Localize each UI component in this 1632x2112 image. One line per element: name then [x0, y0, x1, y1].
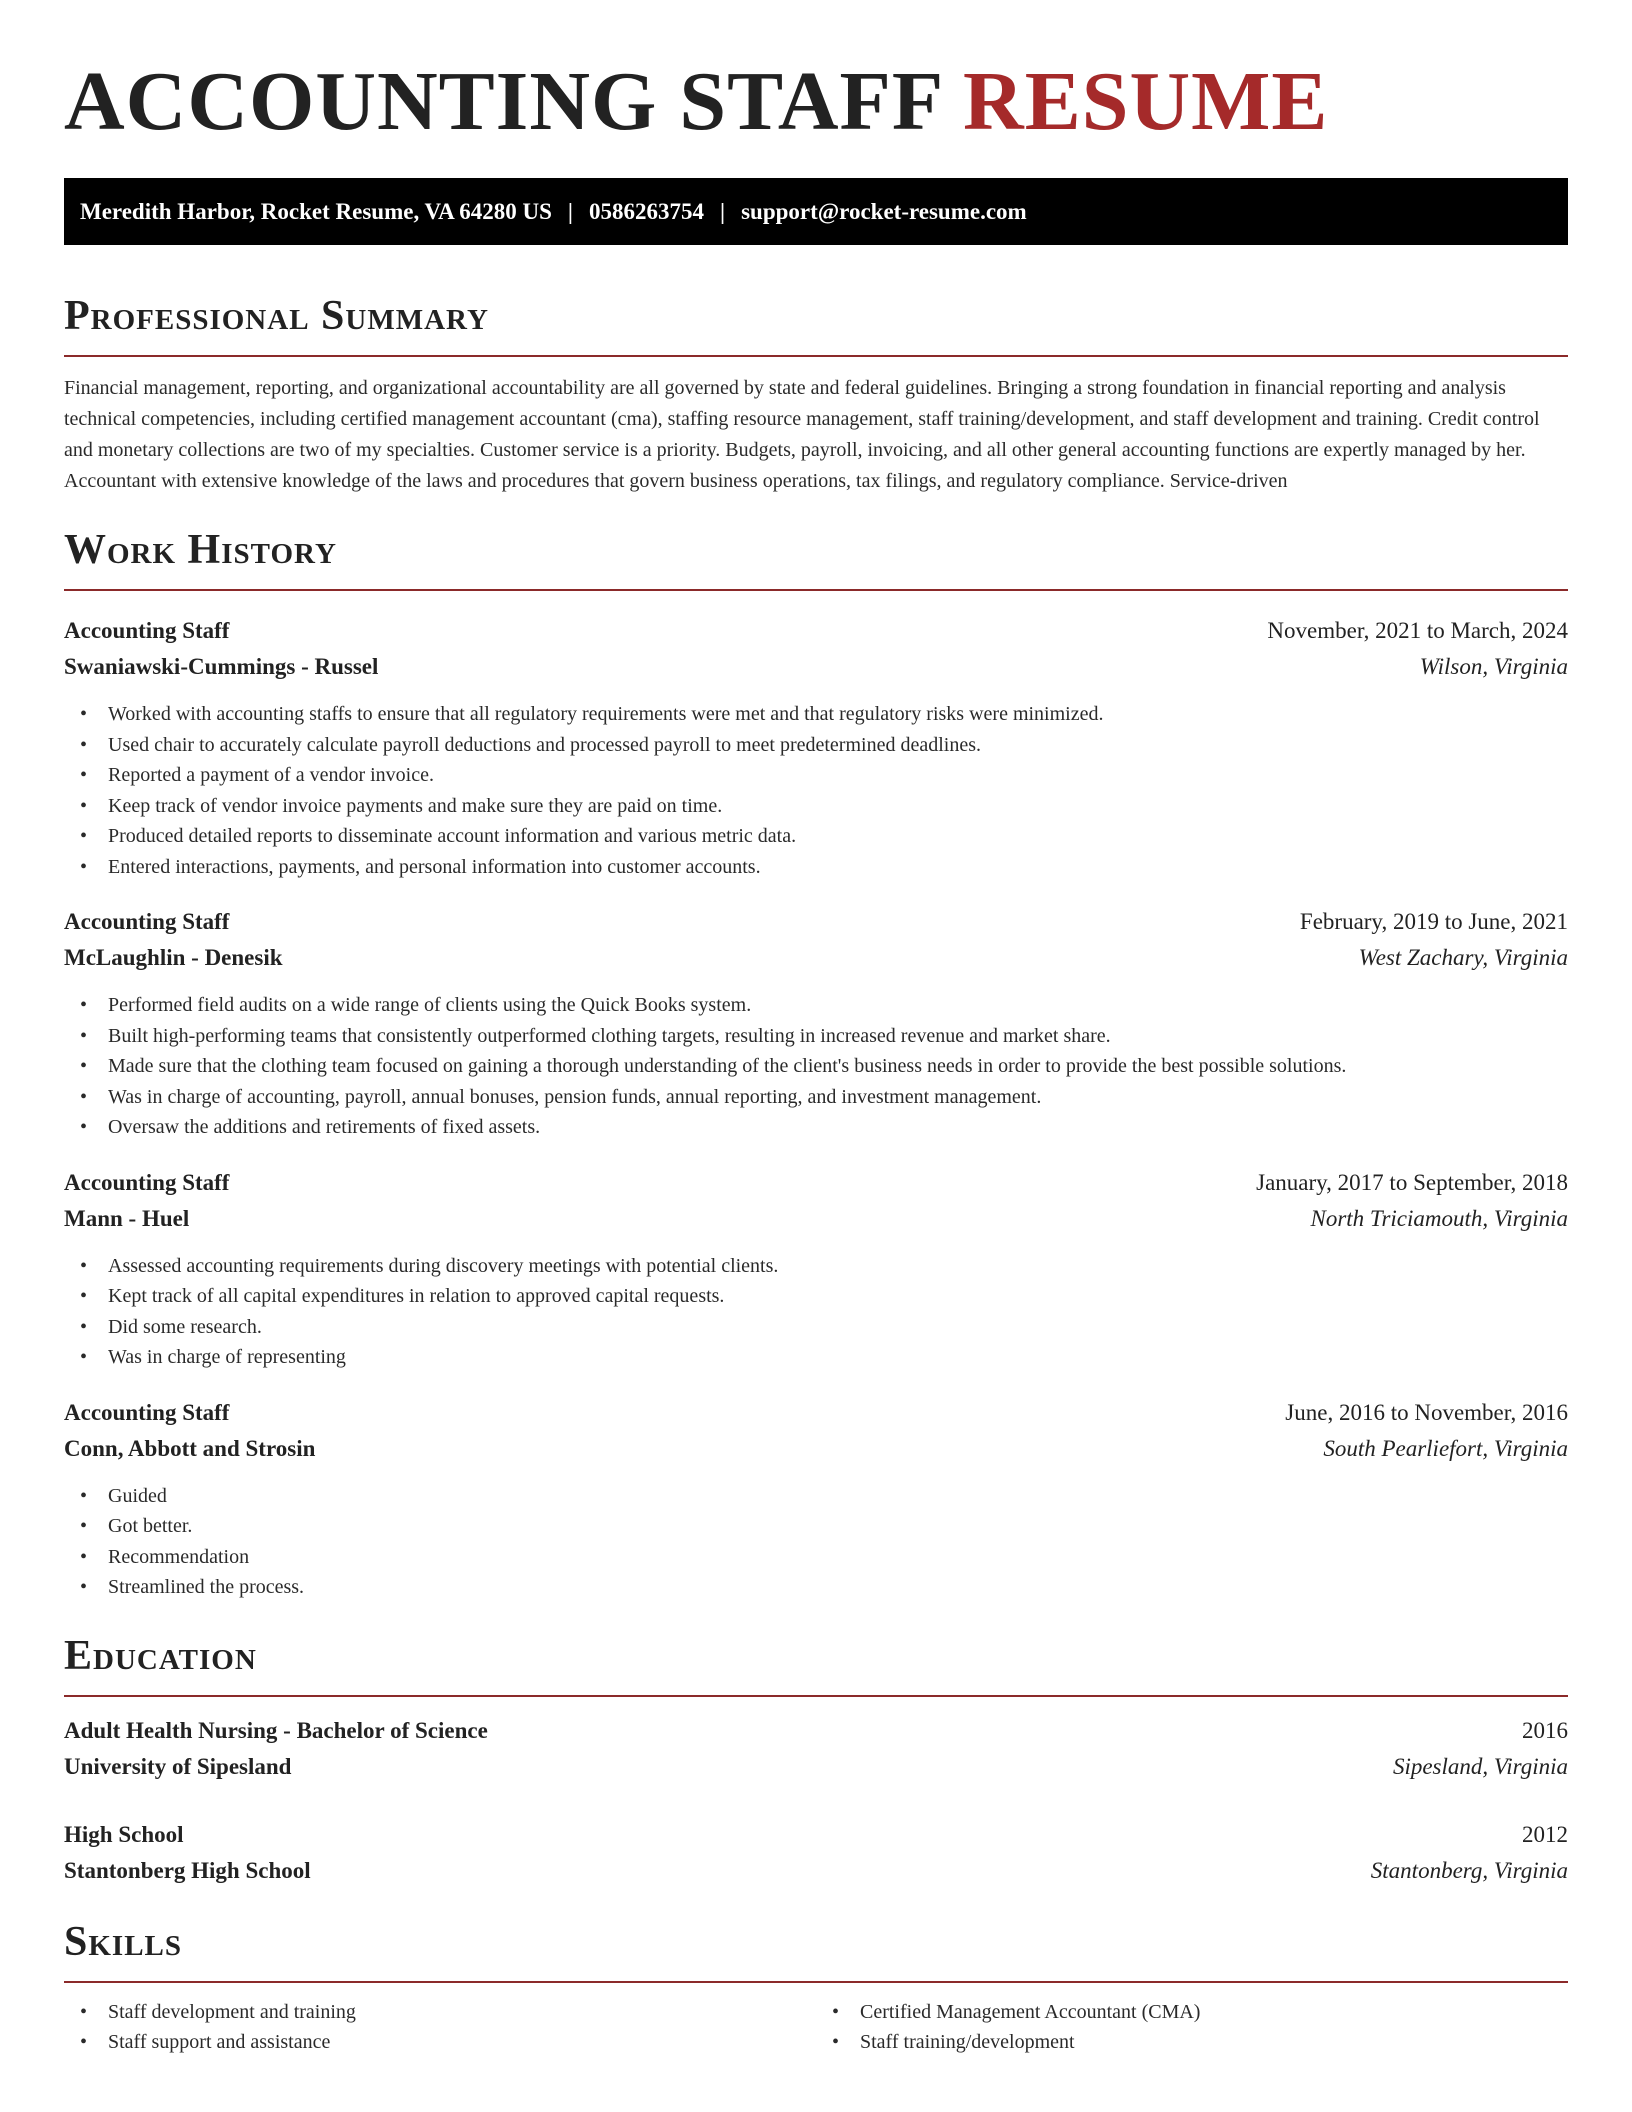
- education-degree-row: [64, 1713, 1568, 1749]
- job-bullet: • Guided: [78, 1481, 1568, 1512]
- education-location: Sipesland, Virginia: [1392, 1753, 1568, 1779]
- skills-heading: Skills: [64, 1918, 183, 1965]
- job-bullet: • Assessed accounting requirements during discovery meetings with potential clients.: [78, 1251, 1568, 1282]
- education-degree-row: [64, 1817, 1568, 1853]
- job-bullet: • Streamlined the process.: [78, 1572, 1568, 1603]
- job-bullet: • Was in charge of representing: [78, 1342, 1568, 1373]
- education-school: Stantonberg High School: [64, 1857, 311, 1883]
- education-entry: [64, 1713, 1568, 1785]
- job-bullet: • Worked with accounting staffs to ensure that all regulatory requirements were met and that regulatory risks were minimized.: [78, 699, 1568, 730]
- job-title: Accounting Staff: [64, 1399, 230, 1425]
- job-company: Mann - Huel: [64, 1205, 190, 1231]
- job-bullet: • Keep track of vendor invoice payments and make sure they are paid on time.: [78, 791, 1568, 822]
- contact-email: support@rocket-resume.com: [741, 198, 1027, 224]
- skills-list: [64, 1997, 816, 2058]
- section-divider: [64, 589, 1568, 591]
- summary-text: Financial management, reporting, and organizational accountability are all governed by state and federal guidelines. Bringing a strong foundation in financial reporting and analysis technical competencies, including certified management accountant (cma), staffing resource management, staff training/development, and staff development and training. Credit control and monetary collections are two of my specialties. Customer service is a priority. Budgets, payroll, invoicing, and all other general accounting functions are expertly managed by her. Accountant with extensive knowledge of the laws and procedures that govern business operations, tax filings, and regulatory compliance. Service-driven: [64, 377, 1540, 492]
- job-location: Wilson, Virginia: [1419, 654, 1568, 679]
- job-bullet: • Performed field audits on a wide range of clients using the Quick Books system.: [78, 990, 1568, 1021]
- job-title: Accounting Staff: [64, 618, 230, 643]
- education-school-row: [64, 1853, 1568, 1889]
- contact-separator: |: [567, 198, 573, 224]
- job-bullet: • Reported a payment of a vendor invoice.: [78, 760, 1568, 791]
- job-header-row: [64, 904, 1568, 940]
- job-location: West Zachary, Virginia: [1358, 945, 1568, 970]
- job-entry: [64, 904, 1568, 1143]
- skill-item: • Staff support and assistance: [78, 2027, 816, 2058]
- job-title: Accounting Staff: [64, 909, 230, 934]
- skills-column-left: [64, 1997, 816, 2058]
- job-bullet: • Built high-performing teams that consistently outperformed clothing targets, resulting in increased revenue and market share.: [78, 1021, 1568, 1052]
- summary-section: [64, 291, 1568, 497]
- section-divider: [64, 1981, 1568, 1983]
- contact-separator: |: [720, 198, 726, 224]
- job-company-row: [64, 1431, 1568, 1467]
- education-degree: High School: [64, 1821, 184, 1847]
- job-bullet: • Entered interactions, payments, and personal information into customer accounts.: [78, 852, 1568, 883]
- job-company: Swaniawski-Cummings - Russel: [64, 654, 379, 679]
- education-year: 2012: [1522, 1821, 1568, 1847]
- education-section: [64, 1631, 1568, 1889]
- job-bullet: • Got better.: [78, 1511, 1568, 1542]
- job-header-row: [64, 613, 1568, 649]
- job-entry: [64, 1395, 1568, 1603]
- education-degree: Adult Health Nursing - Bachelor of Science: [64, 1717, 488, 1743]
- job-bullet: • Used chair to accurately calculate payroll deductions and processed payroll to meet predetermined deadlines.: [78, 730, 1568, 761]
- education-school-row: [64, 1749, 1568, 1785]
- job-bullet: • Produced detailed reports to disseminate account information and various metric data.: [78, 821, 1568, 852]
- education-location: Stantonberg, Virginia: [1370, 1857, 1568, 1883]
- work-history-heading: Work History: [64, 527, 337, 573]
- title-main: ACCOUNTING STAFF: [64, 55, 942, 148]
- job-bullet: • Kept track of all capital expenditures in relation to approved capital requests.: [78, 1281, 1568, 1312]
- skills-list: [816, 1997, 1568, 2058]
- job-dates: November, 2021 to March, 2024: [1267, 618, 1568, 643]
- contact-address: Meredith Harbor, Rocket Resume, VA 64280 US: [80, 198, 552, 224]
- title-accent: RESUME: [963, 55, 1329, 148]
- job-company-row: [64, 1201, 1568, 1237]
- summary-heading: Professional Summary: [64, 293, 489, 339]
- job-header-row: [64, 1395, 1568, 1431]
- job-company: Conn, Abbott and Strosin: [64, 1435, 316, 1461]
- job-entry: [64, 1165, 1568, 1373]
- job-title: Accounting Staff: [64, 1169, 230, 1195]
- job-bullet: • Recommendation: [78, 1542, 1568, 1573]
- skills-columns: [64, 1997, 1568, 2058]
- job-company: McLaughlin - Denesik: [64, 945, 283, 970]
- section-divider: [64, 1695, 1568, 1697]
- job-bullets: [64, 990, 1568, 1143]
- job-bullets: [64, 699, 1568, 882]
- job-header-row: [64, 1165, 1568, 1201]
- job-company-row: [64, 649, 1568, 685]
- job-dates: June, 2016 to November, 2016: [1285, 1399, 1568, 1425]
- skill-item: • Certified Management Accountant (CMA): [830, 1997, 1568, 2028]
- job-location: South Pearliefort, Virginia: [1323, 1435, 1568, 1461]
- contact-phone: 0586263754: [589, 198, 704, 224]
- job-bullets: [64, 1481, 1568, 1603]
- job-location: North Triciamouth, Virginia: [1310, 1205, 1568, 1231]
- job-bullet: • Oversaw the additions and retirements of fixed assets.: [78, 1112, 1568, 1143]
- job-bullet: • Made sure that the clothing team focused on gaining a thorough understanding of the client's business needs in order to provide the best possible solutions.: [78, 1051, 1568, 1082]
- job-bullet: • Was in charge of accounting, payroll, annual bonuses, pension funds, annual reporting, and investment management.: [78, 1082, 1568, 1113]
- job-dates: February, 2019 to June, 2021: [1299, 909, 1568, 934]
- skill-item: • Staff development and training: [78, 1997, 816, 2028]
- skills-column-right: [816, 1997, 1568, 2058]
- education-year: 2016: [1522, 1717, 1568, 1743]
- job-dates: January, 2017 to September, 2018: [1256, 1169, 1568, 1195]
- job-bullet: • Did some research.: [78, 1312, 1568, 1343]
- education-school: University of Sipesland: [64, 1753, 292, 1779]
- job-company-row: [64, 940, 1568, 976]
- job-entry: [64, 613, 1568, 882]
- section-divider: [64, 355, 1568, 357]
- contact-bar: [64, 178, 1568, 245]
- resume-title: [64, 56, 1568, 148]
- education-entry: [64, 1817, 1568, 1889]
- skills-section: [64, 1917, 1568, 2058]
- skill-item: • Staff training/development: [830, 2027, 1568, 2058]
- work-history-section: [64, 525, 1568, 1603]
- job-bullets: [64, 1251, 1568, 1373]
- education-heading: Education: [64, 1632, 257, 1679]
